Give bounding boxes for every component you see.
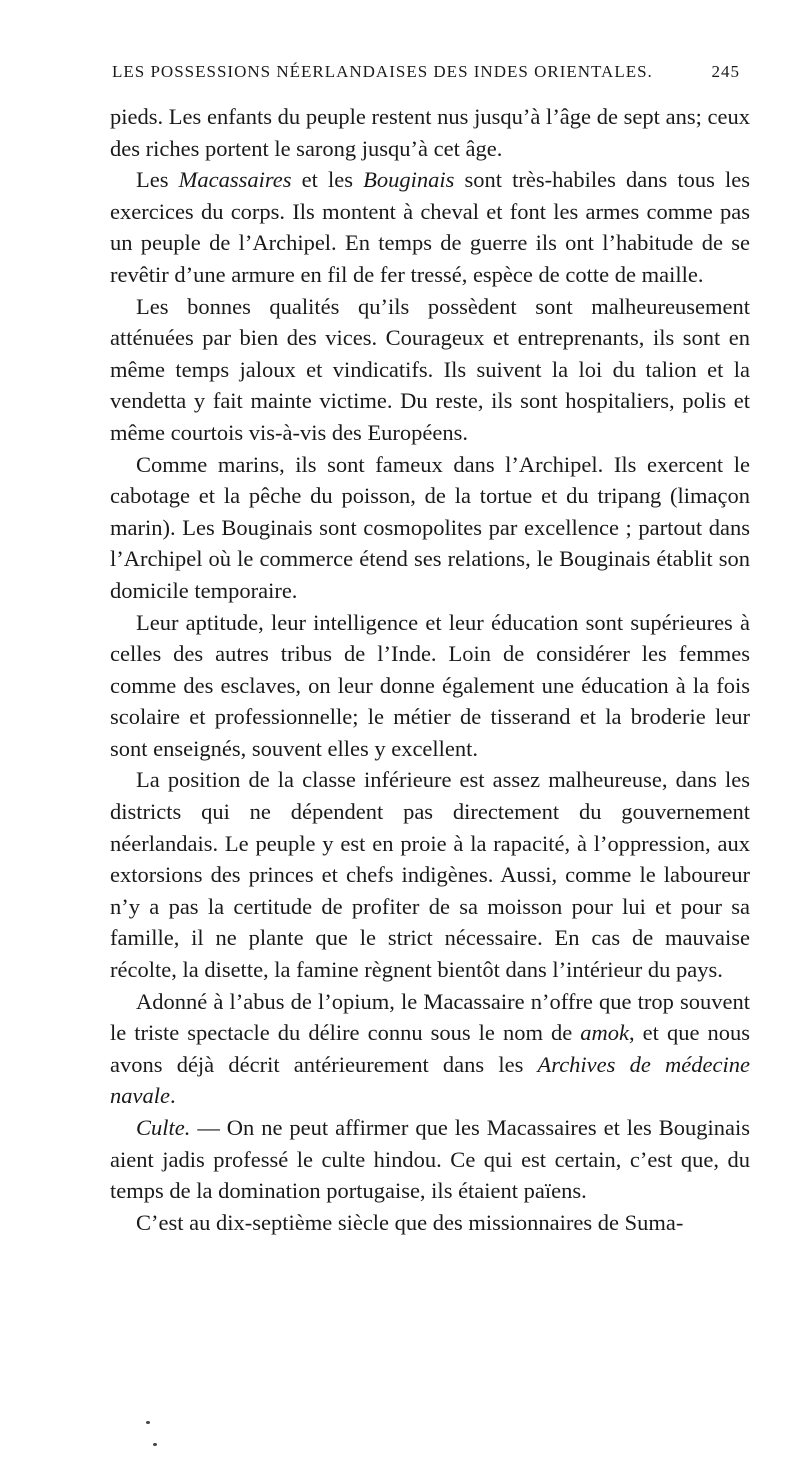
scan-speck bbox=[153, 1443, 157, 1446]
term-macassaires: Macassaires bbox=[178, 167, 292, 193]
paragraph-4: Comme marins, ils sont fameux dans l’Archipel. Ils exercent le cabotage et la pêche du poisson, de la tortue et du tripang (limaçon marin). Les Bouginais sont cosmopolites par excellence ; partout dans l’Archipel où le commerce étend ses relations, le Bouginais établit son domicile temporaire. bbox=[110, 451, 750, 603]
scan-speck bbox=[146, 1421, 150, 1424]
paragraph-1: pieds. Les enfants du peuple restent nus jusqu’à l’âge de sept ans; ceux des riches portent le sarong jusqu’à cet âge. bbox=[110, 104, 750, 161]
body-text bbox=[110, 101, 750, 1238]
paragraph-2: Les Macassaires et les Bouginais sont très-habiles dans tous les exercices du corps. Ils montent à cheval et font les armes comme pas un peuple de l’Archipel. En temps de guerre ils ont l’habitude de se revêtir d’une armure en fil de fer tressé, espèce de cotte de maille. bbox=[110, 167, 751, 287]
running-header bbox=[112, 62, 740, 82]
paragraph-5: Leur aptitude, leur intelligence et leur éducation sont supérieures à celles des autres tribus de l’Inde. Loin de considérer les femmes comme des esclaves, on leur donne également une éducation à la fois scolaire et professionnelle; le métier de tisserand et la broderie leur sont enseignés, souvent elles y excellent. bbox=[110, 609, 750, 761]
running-title: LES POSSESSIONS NÉERLANDAISES DES INDES ORIENTALES. bbox=[112, 62, 653, 81]
section-heading-culte: Culte. bbox=[136, 1115, 191, 1140]
term-bouginais: Bouginais bbox=[363, 167, 455, 193]
term-amok: amok bbox=[580, 1020, 630, 1046]
paragraph-6: La position de la classe inférieure est assez malheureuse, dans les districts qui ne dépendent pas directement du gouvernement néerlandais. Le peuple y est en proie à la rapacité, à l’oppression, aux extorsions des princes et chefs indigènes. Aussi, comme le laboureur n’y a pas la certitude de profiter de sa moisson pour lui et pour sa famille, il ne plante que le strict nécessaire. En cas de mauvaise récolte, la disette, la famine règnent bientôt dans l’intérieur du pays. bbox=[110, 767, 750, 983]
paragraph-7: Adonné à l’abus de l’opium, le Macassaire n’offre que trop souvent le triste spectacle du délire connu sous le nom de amok, et que nous avons déjà décrit antérieurement dans les Archives de médecine navale. bbox=[110, 988, 750, 1109]
paragraph-9: C’est au dix-septième siècle que des missionnaires de Suma- bbox=[136, 1209, 684, 1235]
journal-title: Archives de médecine navale bbox=[110, 1051, 750, 1109]
page-number: 245 bbox=[711, 62, 740, 81]
paragraph-3: Les bonnes qualités qu’ils possèdent sont malheureusement atténuées par bien des vices. Courageux et entreprenants, ils sont en même temps jaloux et vindicatifs. Ils suivent la loi du talion et la vendetta y fait mainte victime. Du reste, ils sont hospitaliers, polis et même courtois vis-à-vis des Européens. bbox=[110, 293, 750, 445]
paragraph-8: Culte. — On ne peut affirmer que les Macassaires et les Bouginais aient jadis professé le culte hindou. Ce qui est certain, c’est que, du temps de la domination portugaise, ils étaient païens. bbox=[110, 1115, 750, 1204]
